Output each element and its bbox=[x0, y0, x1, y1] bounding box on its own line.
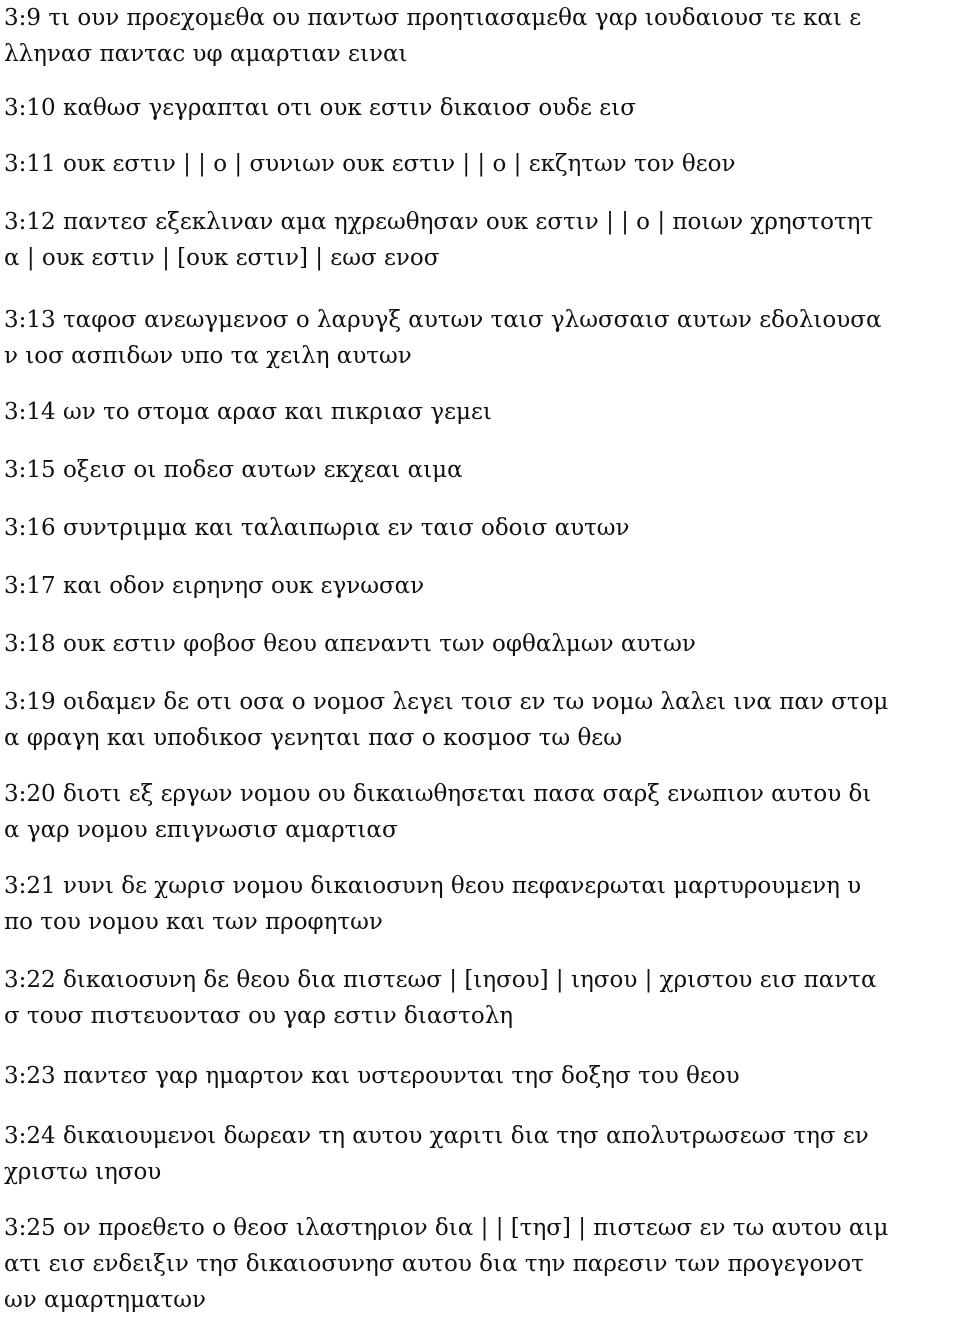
verse-3-23 bbox=[4, 1058, 956, 1094]
verse-3-19 bbox=[4, 684, 956, 756]
verse-line: ατι εισ ενδειξιν τησ δικαιοσυνησ αυτου δια την παρεσιν των προγεγονοτ bbox=[4, 1251, 864, 1277]
verse-3-10 bbox=[4, 90, 956, 126]
verse-line: χριστω ιησου bbox=[4, 1159, 162, 1185]
verse-3-16 bbox=[4, 510, 956, 546]
verse-3-9 bbox=[4, 0, 956, 72]
verse-line: σ τουσ πιστευοντασ ου γαρ εστιν διαστολη bbox=[4, 1003, 514, 1029]
verse-3-25 bbox=[4, 1210, 956, 1318]
verse-line: ν ιοσ ασπιδων υπο τα χειλη αυτων bbox=[4, 343, 412, 369]
verse-line: 3:19 οιδαμεν δε οτι οσα ο νομοσ λεγει τοισ εν τω νομω λαλει ινα παν στομ bbox=[4, 689, 889, 715]
verse-line: 3:12 παντεσ εξεκλιναν αμα ηχρεωθησαν ουκ εστιν | | ο | ποιων χρηστοτητ bbox=[4, 209, 874, 235]
verse-line: 3:11 ουκ εστιν | | ο | συνιων ουκ εστιν | | ο | εκζητων τον θεον bbox=[4, 151, 736, 177]
verse-line: α γαρ νομου επιγνωσισ αμαρτιασ bbox=[4, 817, 398, 843]
verse-3-17 bbox=[4, 568, 956, 604]
verse-3-14 bbox=[4, 394, 956, 430]
verse-3-22 bbox=[4, 962, 956, 1034]
verse-line: 3:20 διοτι εξ εργων νομου ου δικαιωθησεται πασα σαρξ ενωπιον αυτου δι bbox=[4, 781, 872, 807]
verse-3-11 bbox=[4, 146, 956, 182]
verse-line: 3:25 ον προεθετο ο θεοσ ιλαστηριον δια | | [τησ] | πιστεωσ εν τω αυτου αιμ bbox=[4, 1215, 889, 1241]
verse-line: 3:15 οξεισ οι ποδεσ αυτων εκχεαι αιμα bbox=[4, 457, 463, 483]
verse-line: 3:23 παντεσ γαρ ημαρτον και υστερουνται τησ δοξησ του θεου bbox=[4, 1063, 740, 1089]
verse-line: 3:21 νυνι δε χωρισ νομου δικαιοσυνη θεου πεφανερωται μαρτυρουμενη υ bbox=[4, 873, 862, 899]
verse-line: α | ουκ εστιν | [ουκ εστιν] | εωσ ενοσ bbox=[4, 245, 440, 271]
verse-line: 3:9 τι ουν προεχομεθα ου παντωσ προητιασαμεθα γαρ ιουδαιουσ τε και ε bbox=[4, 5, 862, 31]
verse-line: α φραγη και υποδικοσ γενηται πασ ο κοσμοσ τω θεω bbox=[4, 725, 622, 751]
verse-line: 3:17 και οδον ειρηνησ ουκ εγνωσαν bbox=[4, 573, 425, 599]
verse-3-21 bbox=[4, 868, 956, 940]
verse-line: 3:22 δικαιοσυνη δε θεου δια πιστεωσ | [ιησου] | ιησου | χριστου εισ παντα bbox=[4, 967, 877, 993]
verse-line: 3:10 καθωσ γεγραπται οτι ουκ εστιν δικαιοσ ουδε εισ bbox=[4, 95, 636, 121]
verse-3-12 bbox=[4, 204, 956, 276]
verse-line: λληνασ πανταϲ υφ αμαρτιαν ειναι bbox=[4, 41, 408, 67]
verse-line: 3:24 δικαιουμενοι δωρεαν τη αυτου χαριτι δια τησ απολυτρωσεωσ τησ εν bbox=[4, 1123, 869, 1149]
verse-3-15 bbox=[4, 452, 956, 488]
verse-3-18 bbox=[4, 626, 956, 662]
verse-3-13 bbox=[4, 302, 956, 374]
verse-3-20 bbox=[4, 776, 956, 848]
verse-line: ων αμαρτηματων bbox=[4, 1287, 207, 1313]
verse-line: 3:14 ων το στομα αρασ και πικριασ γεμει bbox=[4, 399, 492, 425]
verse-line: 3:13 ταφοσ ανεωγμενοσ ο λαρυγξ αυτων ταισ γλωσσαισ αυτων εδολιουσα bbox=[4, 307, 882, 333]
verse-line: 3:16 συντριμμα και ταλαιπωρια εν ταισ οδοισ αυτων bbox=[4, 515, 630, 541]
verse-line: πο του νομου και των προφητων bbox=[4, 909, 383, 935]
verse-line: 3:18 ουκ εστιν φοβοσ θεου απεναντι των οφθαλμων αυτων bbox=[4, 631, 696, 657]
verse-3-24 bbox=[4, 1118, 956, 1190]
